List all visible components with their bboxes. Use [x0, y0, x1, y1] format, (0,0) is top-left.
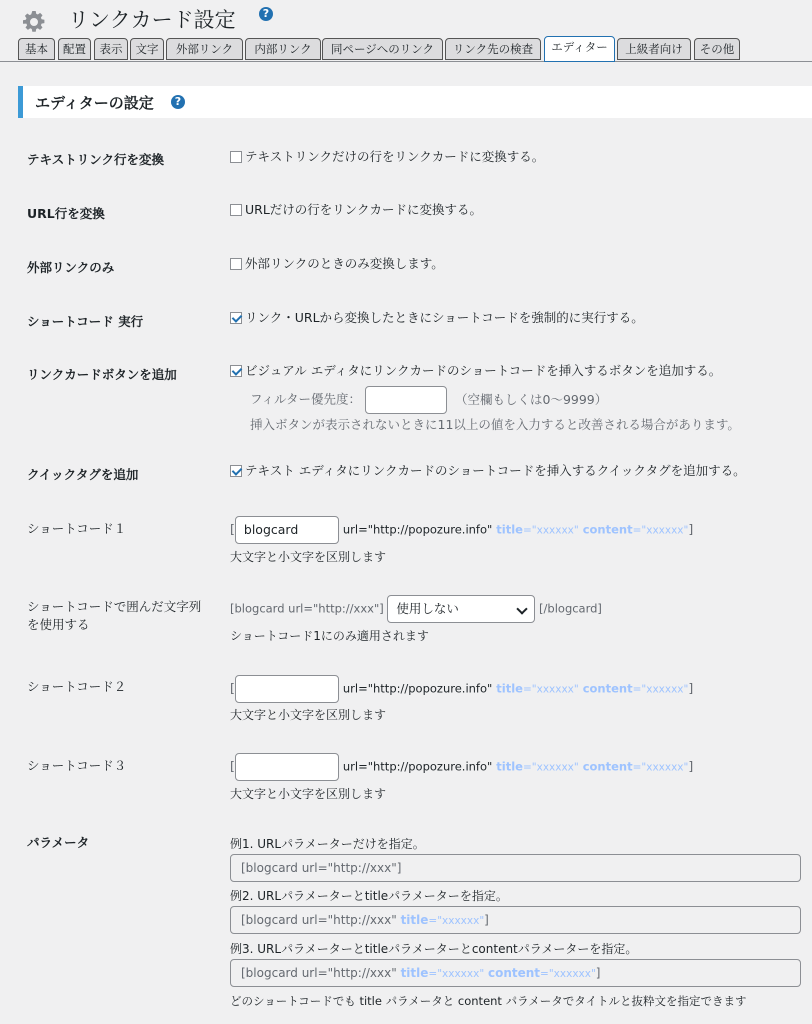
shortcode2-input[interactable] [235, 675, 339, 703]
shortcode3-label: ショートコード３ [27, 758, 127, 773]
tab-internal-link[interactable]: 内部リンク [245, 38, 321, 60]
enclosed-label-1: ショートコードで囲んだ文字列 [27, 599, 202, 614]
tab-basic[interactable]: 基本 [18, 38, 55, 60]
tab-bar [18, 36, 812, 62]
text-link-row-checkbox[interactable] [230, 151, 242, 163]
tab-text[interactable]: 文字 [130, 38, 164, 60]
card-button-note: 挿入ボタンが表示されないときに11以上の値を入力すると改善される場合があります。 [250, 417, 740, 432]
text-link-row-label: テキストリンク行を変換 [27, 152, 165, 167]
shortcode1-note: 大文字と小文字を区別します [230, 550, 387, 564]
tab-display[interactable]: 表示 [94, 38, 128, 60]
url-row-label: URL行を変換 [27, 206, 105, 221]
quicktag-option[interactable]: テキスト エディタにリンクカードのショートコードを挿入するクイックタグを追加する。 [230, 462, 746, 480]
shortcode2-label: ショートコード２ [27, 679, 127, 694]
url-row-checkbox[interactable] [230, 204, 242, 216]
external-only-checkbox[interactable] [230, 258, 242, 270]
quicktag-label: クイックタグを追加 [27, 467, 139, 482]
section-title: エディターの設定 [35, 94, 154, 112]
settings-panel [18, 70, 812, 1024]
params-ex2-code-box: [blogcard url="http://xxx" title="xxxxxx"] [230, 906, 801, 934]
params-label: パラメータ [27, 835, 90, 850]
text-link-row-option[interactable]: テキストリンクだけの行をリンクカードに変換する。 [230, 148, 544, 166]
tab-divider [0, 61, 812, 62]
tab-external-link[interactable]: 外部リンク [166, 38, 243, 60]
tab-link-check[interactable]: リンク先の検査 [445, 38, 541, 60]
params-ex1-label: 例1. URLパラメーターだけを指定。 [230, 837, 425, 851]
section-header [18, 86, 812, 118]
tab-other[interactable]: その他 [694, 38, 740, 60]
help-icon[interactable]: ? [259, 7, 273, 21]
shortcode1-label: ショートコード１ [27, 521, 127, 536]
gear-icon [22, 10, 46, 34]
params-ex2-label: 例2. URLパラメーターとtitleパラメーターを指定。 [230, 889, 508, 903]
shortcode3-note: 大文字と小文字を区別します [230, 787, 387, 801]
filter-priority-input[interactable] [365, 386, 447, 414]
enclosed-select[interactable]: 使用しない [387, 595, 535, 623]
shortcode3-row: [ url="http://popozure.info" title="xxxxxx" content="xxxxxx"] [230, 753, 693, 781]
enclosed-label-2: を使用する [27, 617, 90, 632]
shortcode3-input[interactable] [235, 753, 339, 781]
external-only-label: 外部リンクのみ [27, 260, 115, 275]
enclosed-row: [blogcard url="http://xxx"] 使用しない [/blogcard] [230, 595, 602, 623]
card-button-label: リンクカードボタンを追加 [27, 367, 177, 382]
tab-editor[interactable]: エディター [544, 36, 615, 62]
tab-layout[interactable]: 配置 [58, 38, 91, 60]
tab-advanced[interactable]: 上級者向け [617, 38, 691, 60]
tab-same-page-link[interactable]: 同ページへのリンク [322, 38, 443, 60]
filter-priority-row: フィルター優先度： （空欄もしくは0～9999） [250, 386, 607, 414]
quicktag-checkbox[interactable] [230, 465, 242, 477]
shortcode-exec-option[interactable]: リンク・URLから変換したときにショートコードを強制的に実行する。 [230, 309, 644, 327]
params-ex1-code: [blogcard url="http://xxx"] [230, 854, 801, 882]
shortcode-exec-checkbox[interactable] [230, 312, 242, 324]
params-ex3-label: 例3. URLパラメーターとtitleパラメーターとcontentパラメーターを指定。 [230, 942, 638, 956]
shortcode-exec-label: ショートコード 実行 [27, 314, 144, 329]
page-header [0, 0, 812, 38]
shortcode2-note: 大文字と小文字を区別します [230, 708, 387, 722]
chevron-down-icon [517, 603, 528, 614]
help-icon[interactable]: ? [171, 95, 185, 109]
enclosed-note: ショートコード1にのみ適用されます [230, 629, 429, 643]
params-footer: どのショートコードでも title パラメータと content パラメータでタイトルと抜粋文を指定できます [230, 994, 747, 1008]
page-title: リンクカード設定 [68, 8, 236, 32]
card-button-checkbox[interactable] [230, 365, 242, 377]
external-only-option[interactable]: 外部リンクのときのみ変換します。 [230, 255, 444, 273]
shortcode1-row: [ blogcard url="http://popozure.info" title="xxxxxx" content="xxxxxx"] [230, 516, 693, 544]
shortcode1-input[interactable]: blogcard [235, 516, 339, 544]
card-button-option[interactable]: ビジュアル エディタにリンクカードのショートコードを挿入するボタンを追加する。 [230, 362, 721, 380]
url-row-option[interactable]: URLだけの行をリンクカードに変換する。 [230, 201, 482, 219]
shortcode2-row: [ url="http://popozure.info" title="xxxxxx" content="xxxxxx"] [230, 675, 693, 703]
params-ex3-code-box: [blogcard url="http://xxx" title="xxxxxx" content="xxxxxx"] [230, 959, 801, 987]
